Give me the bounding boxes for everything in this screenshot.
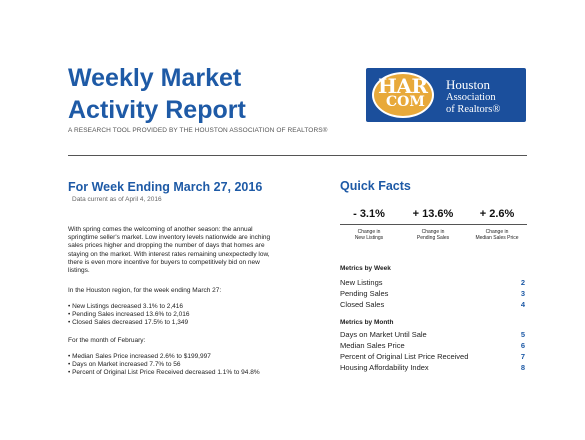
week-bullet: • Closed Sales decreased 17.5% to 1,349 [68,319,189,327]
toc-page-number: 3 [520,289,525,298]
quick-fact-value-new-listings: - 3.1% [353,208,385,220]
toc-page-number: 2 [520,278,525,287]
quick-fact-value-median-price: + 2.6% [479,208,515,220]
toc-item-label: New Listings [340,278,383,287]
toc-item-label: Percent of Original List Price Received [340,352,469,361]
logo-har-text: HAR [378,74,428,98]
week-heading: For Week Ending March 27, 2016 [68,180,263,194]
data-current-note: Data current as of April 4, 2016 [72,196,162,203]
toc-page-number: 8 [520,363,525,372]
quick-facts-heading: Quick Facts [340,179,411,193]
intro-line: sales prices higher and dropping the number of days that homes are [68,242,265,250]
report-tagline: A RESEARCH TOOL PROVIDED BY THE HOUSTON ASSOCIATION OF REALTORS® [68,127,328,134]
week-bullet-list [68,303,298,328]
metrics-by-month-heading: Metrics by Month [340,319,394,326]
logo-name-line-1: Houston [446,77,491,92]
month-intro: For the month of February: [68,337,146,344]
toc-item-label: Days on Market Until Sale [340,330,427,339]
report-title [68,62,246,126]
toc-item-closed-sales[interactable] [340,300,527,311]
month-bullet: • Days on Market increased 7.7% to 56 [68,361,181,369]
quick-fact-label-line: New Listings [354,235,384,241]
month-bullet-list [68,353,298,378]
quick-fact-label-pending-sales [402,229,464,241]
toc-item-label: Closed Sales [340,300,385,309]
toc-item-median-sales-price[interactable] [340,341,527,352]
intro-line: springtime seller's market. Low inventory levels nationwide are inching [68,234,271,242]
quick-fact-label-line: Change in [357,229,381,235]
toc-item-label: Median Sales Price [340,341,405,350]
quick-fact-label-line: Median Sales Price [475,235,519,241]
quick-facts-rule [340,224,527,225]
title-line-2: Activity Report [68,96,246,124]
toc-item-days-on-market[interactable] [340,330,527,341]
intro-line: With spring comes the welcoming of another season: the annual [68,226,253,233]
intro-line: there is even more incentive for buyers to competitively bid on new [68,258,260,266]
toc-item-housing-affordability[interactable] [340,363,527,374]
intro-line: listings. [68,267,90,275]
logo-association-name [446,78,500,116]
toc-page-number: 7 [520,352,525,361]
intro-line: staying on the market. With interest rates remaining unexpectedly low, [68,250,270,258]
week-bullet: • New Listings decreased 3.1% to 2,416 [68,303,184,310]
quick-fact-label-new-listings [338,229,400,241]
toc-page-number: 6 [520,341,525,350]
quick-fact-label-line: Change in [421,229,445,235]
region-intro: In the Houston region, for the week ending March 27: [68,287,222,294]
har-logo [366,68,526,122]
quick-fact-label-line: Change in [485,229,509,235]
week-bullet: • Pending Sales increased 13.6% to 2,016 [68,311,190,319]
logo-name-line-2: Association [446,92,496,103]
quick-fact-label-line: Pending Sales [416,235,450,241]
logo-name-line-3: of Realtors® [446,104,501,115]
toc-item-pending-sales[interactable] [340,289,527,300]
logo-com-text: COM [386,94,425,110]
intro-paragraph [68,226,298,275]
toc-item-new-listings[interactable] [340,278,527,289]
quick-fact-label-median-price [466,229,528,241]
month-bullet: • Median Sales Price increased 2.6% to $199,997 [68,353,211,360]
header-divider [68,155,527,156]
metrics-by-week-heading: Metrics by Week [340,265,391,272]
title-line-1: Weekly Market [68,64,242,92]
month-bullet: • Percent of Original List Price Received decreased 1.1% to 94.8% [68,369,260,377]
toc-item-label: Housing Affordability Index [340,363,429,372]
toc-item-label: Pending Sales [340,289,389,298]
toc-page-number: 4 [520,300,525,309]
toc-page-number: 5 [520,330,525,339]
quick-fact-value-pending-sales: + 13.6% [412,208,454,220]
toc-item-percent-list-price[interactable] [340,352,527,363]
